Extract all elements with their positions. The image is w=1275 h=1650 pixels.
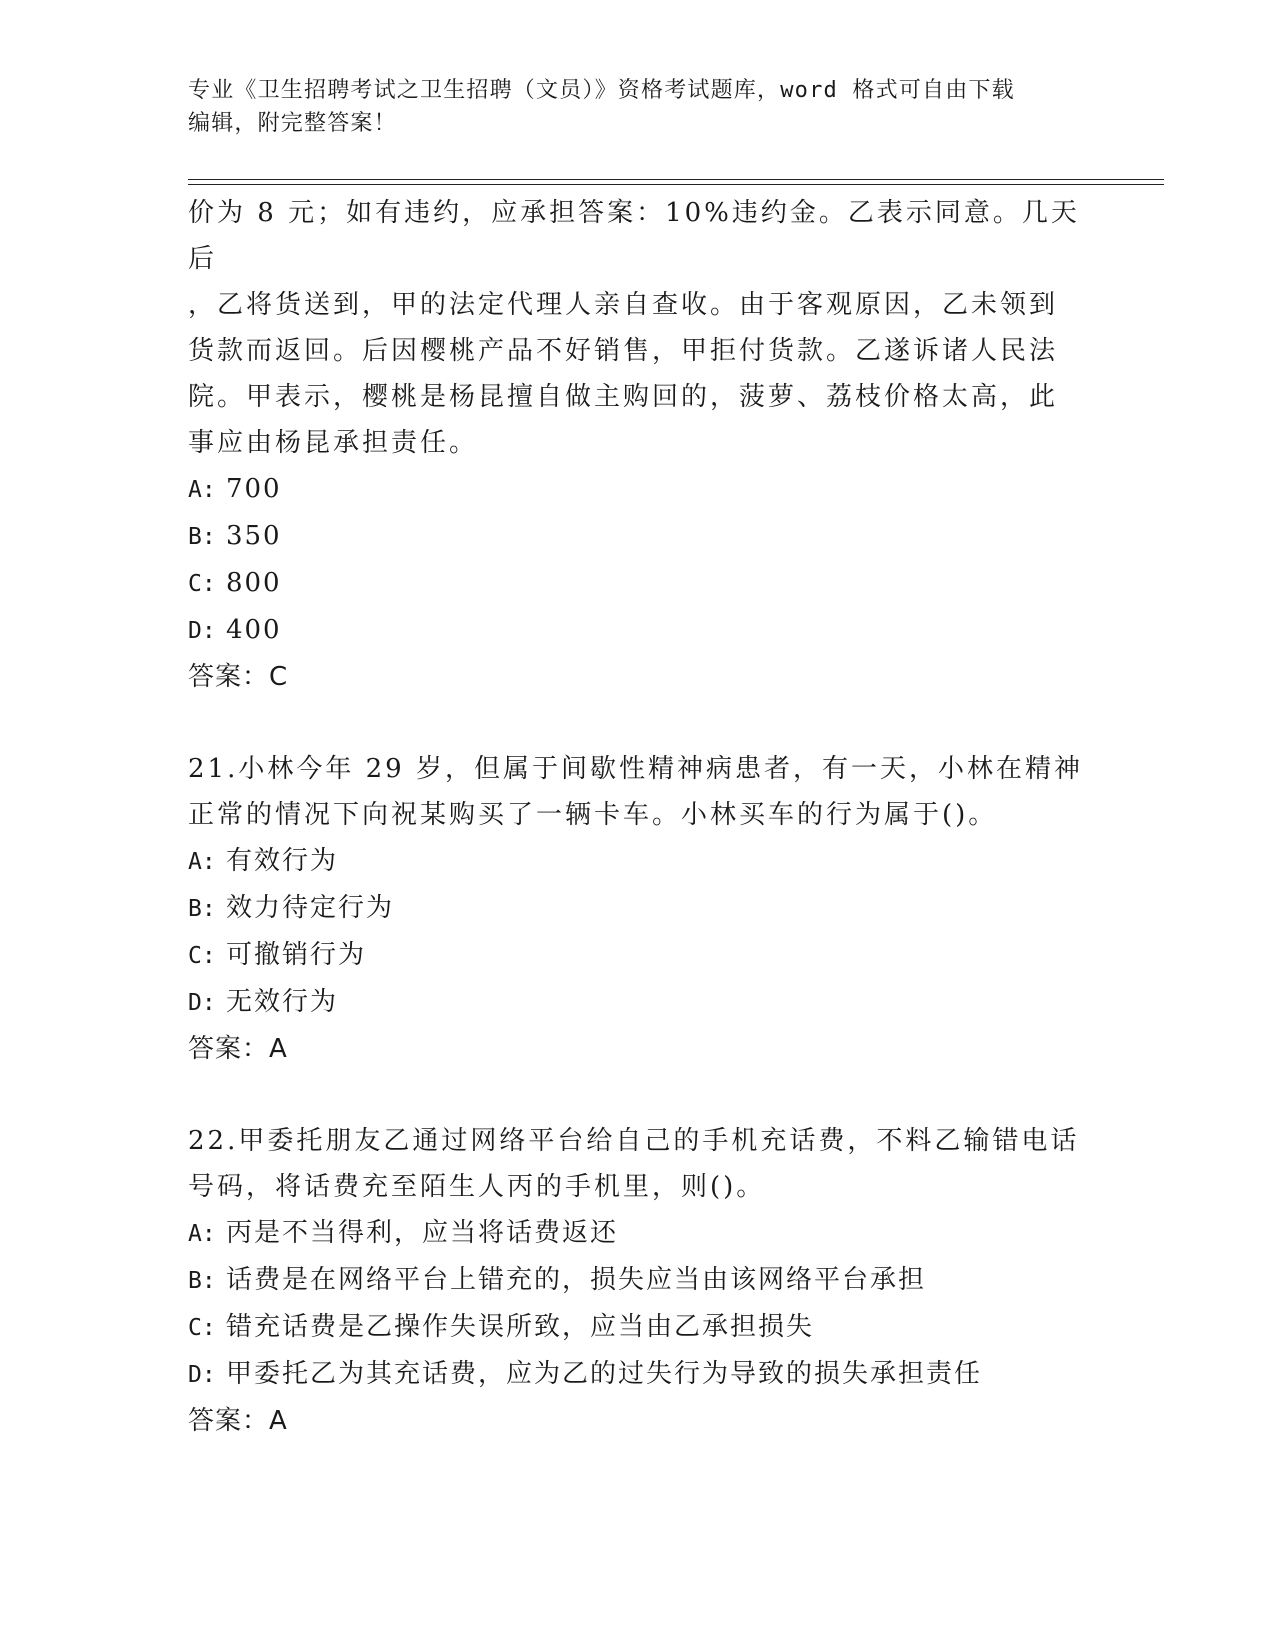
question-20 [188,190,1088,700]
option-a: A: 700 [188,474,282,504]
header-line-1: 专业《卫生招聘考试之卫生招聘（文员）》资格考试题库，word 格式可自由下载 [188,78,1015,103]
document-header [188,74,1088,140]
option-d: D: 无效行为 [188,987,338,1017]
option-a: A: 有效行为 [188,846,338,876]
document-body [188,190,1088,1444]
question-text-line: 21.小林今年 29 岁，但属于间歇性精神病患者，有一天，小林在精神 [188,754,1083,784]
question-text-line: 正常的情况下向祝某购买了一辆卡车。小林买车的行为属于()。 [188,800,998,830]
question-text-line: 价为 8 元；如有违约，应承担答案：10%违约金。乙表示同意。几天后 [188,198,1080,274]
spacer [188,700,1088,746]
option-d: D: 400 [188,615,282,645]
header-divider-bottom [188,184,1164,185]
option-b: B: 效力待定行为 [188,893,394,923]
question-text-line: 院。甲表示，樱桃是杨昆擅自做主购回的，菠萝、荔枝价格太高，此 [188,382,1059,412]
question-21 [188,746,1088,1072]
answer-line: 答案：C [188,662,289,692]
answer-line: 答案：A [188,1406,288,1436]
header-line-2: 编辑，附完整答案！ [188,111,397,136]
answer-line: 答案：A [188,1034,288,1064]
option-b: B: 350 [188,521,282,551]
question-text-line: 22.甲委托朋友乙通过网络平台给自己的手机充话费，不料乙输错电话 [188,1126,1080,1156]
option-c: C: 错充话费是乙操作失误所致，应当由乙承担损失 [188,1312,814,1342]
header-divider-top [188,179,1164,180]
option-c: C: 可撤销行为 [188,940,366,970]
question-text-line: ，乙将货送到，甲的法定代理人亲自查收。由于客观原因，乙未领到 [188,290,1059,320]
question-22 [188,1118,1088,1444]
option-d: D: 甲委托乙为其充话费，应为乙的过失行为导致的损失承担责任 [188,1359,982,1389]
option-a: A: 丙是不当得利，应当将话费返还 [188,1218,618,1248]
option-c: C: 800 [188,568,282,598]
spacer [188,1072,1088,1118]
option-b: B: 话费是在网络平台上错充的，损失应当由该网络平台承担 [188,1265,926,1295]
question-text-line: 号码，将话费充至陌生人丙的手机里，则()。 [188,1172,766,1202]
question-text-line: 货款而返回。后因樱桃产品不好销售，甲拒付货款。乙遂诉诸人民法 [188,336,1059,366]
question-text-line: 事应由杨昆承担责任。 [188,428,479,458]
